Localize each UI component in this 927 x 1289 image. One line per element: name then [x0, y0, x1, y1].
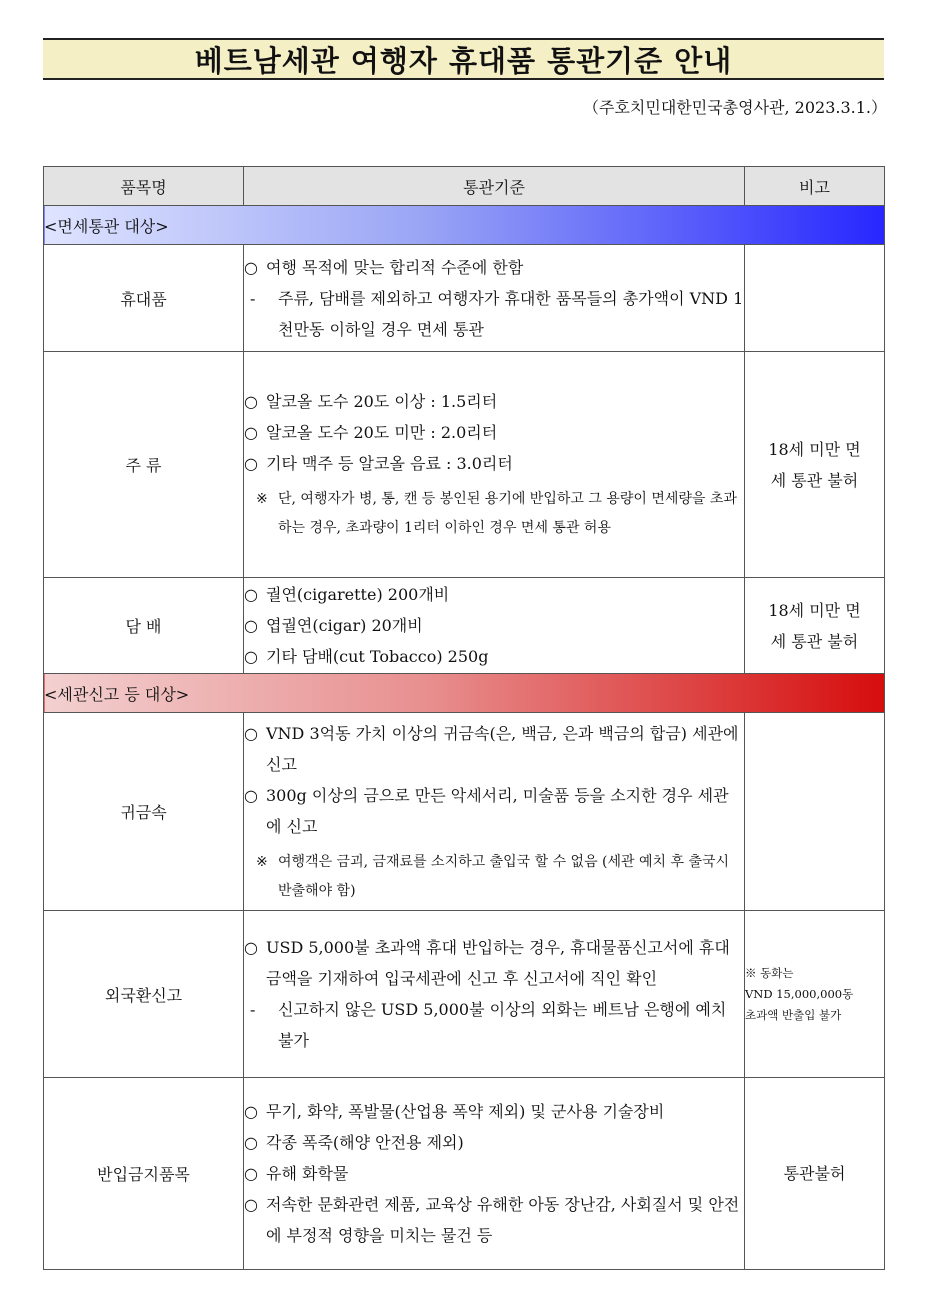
note-cell [745, 713, 885, 911]
footnote: ※ 단, 여행자가 병, 통, 캔 등 봉인된 용기에 반입하고 그 용량이 면세량을 초과하는 경우, 초과량이 1리터 이하인 경우 면세 통관 허용 [256, 491, 737, 536]
item-name: 귀금속 [44, 713, 244, 911]
page-title: 베트남세관 여행자 휴대품 통관기준 안내 [194, 43, 733, 78]
note-cell: 통관불허 [745, 1078, 885, 1270]
criteria-cell: ○ 무기, 화약, 폭발물(산업용 폭약 제외) 및 군사용 기술장비 ○ 각종 폭죽(해양 안전용 제외) ○ 유해 화학물 ○ 저속한 문화관련 제품, 교육상 유해한 아동 장난감, 사회질서 및 안전에 부정적 영향을 미치는 물건 등 [244, 1078, 745, 1270]
criteria-cell: ○ 궐연(cigarette) 200개비 ○ 엽궐연(cigar) 20개비 ○ 기타 담배(cut Tobacco) 250g [244, 578, 745, 674]
note-cell: 18세 미만 면세 통관 불허 [745, 352, 885, 578]
header-row [44, 167, 885, 206]
table-row [44, 911, 885, 1078]
footnote: ※ 여행객은 금괴, 금재료를 소지하고 출입국 할 수 없음 (세관 예치 후 출국시 반출해야 함) [256, 853, 730, 899]
item-name: 주 류 [44, 352, 244, 578]
section-duty-free [44, 206, 885, 245]
note-cell [745, 245, 885, 352]
criteria-cell: ○ 알코올 도수 20도 이상 : 1.5리터 ○ 알코올 도수 20도 미만 : 2.0리터 ○ 기타 맥주 등 알코올 음료 : 3.0리터 ※ 단, 여행자가 병, 통, 캔 등 봉인된 용기에 반입하고 그 용량이 면세량을 초과하는 경우, 초과량이 1리터 이하인 경우 면세 통관 허용 [244, 352, 745, 578]
section-duty-free-label: <면세통관 대상> [44, 206, 885, 245]
table-row [44, 352, 885, 578]
criteria-cell: ○ USD 5,000불 초과액 휴대 반입하는 경우, 휴대물품신고서에 휴대금액을 기재하여 입국세관에 신고 후 신고서에 직인 확인 - 신고하지 않은 USD 5,000불 이상의 외화는 베트남 은행에 예치 불가 [244, 911, 745, 1078]
item-name: 외국환신고 [44, 911, 244, 1078]
item-name: 담 배 [44, 578, 244, 674]
section-declaration [44, 674, 885, 713]
table-row [44, 1078, 885, 1270]
header-note: 비고 [745, 167, 885, 206]
note-cell: 18세 미만 면세 통관 불허 [745, 578, 885, 674]
table-row [44, 713, 885, 911]
criteria-cell: ○ 여행 목적에 맞는 합리적 수준에 한함 - 주류, 담배를 제외하고 여행자가 휴대한 품목들의 총가액이 VND 1천만동 이하일 경우 면세 통관 [244, 245, 745, 352]
criteria-cell: ○ VND 3억동 가치 이상의 귀금속(은, 백금, 은과 백금의 합금) 세관에 신고 ○ 300g 이상의 금으로 만든 악세서리, 미술품 등을 소지한 경우 세관에 신고 ※ 여행객은 금괴, 금재료를 소지하고 출입국 할 수 없음 (세관 예치 후 출국시 반출해야 함) [244, 713, 745, 911]
title-bar [43, 38, 884, 80]
customs-table [43, 166, 885, 1270]
section-declaration-label: <세관신고 등 대상> [44, 674, 885, 713]
table-row [44, 245, 885, 352]
table-row [44, 578, 885, 674]
source-note: （주호치민대한민국총영사관, 2023.3.1.） [583, 98, 887, 117]
note-cell: ※ 동화는 VND 15,000,000동 초과액 반출입 불가 [745, 911, 885, 1078]
header-item: 품목명 [44, 167, 244, 206]
item-name: 휴대품 [44, 245, 244, 352]
header-criteria: 통관기준 [244, 167, 745, 206]
item-name: 반입금지품목 [44, 1078, 244, 1270]
